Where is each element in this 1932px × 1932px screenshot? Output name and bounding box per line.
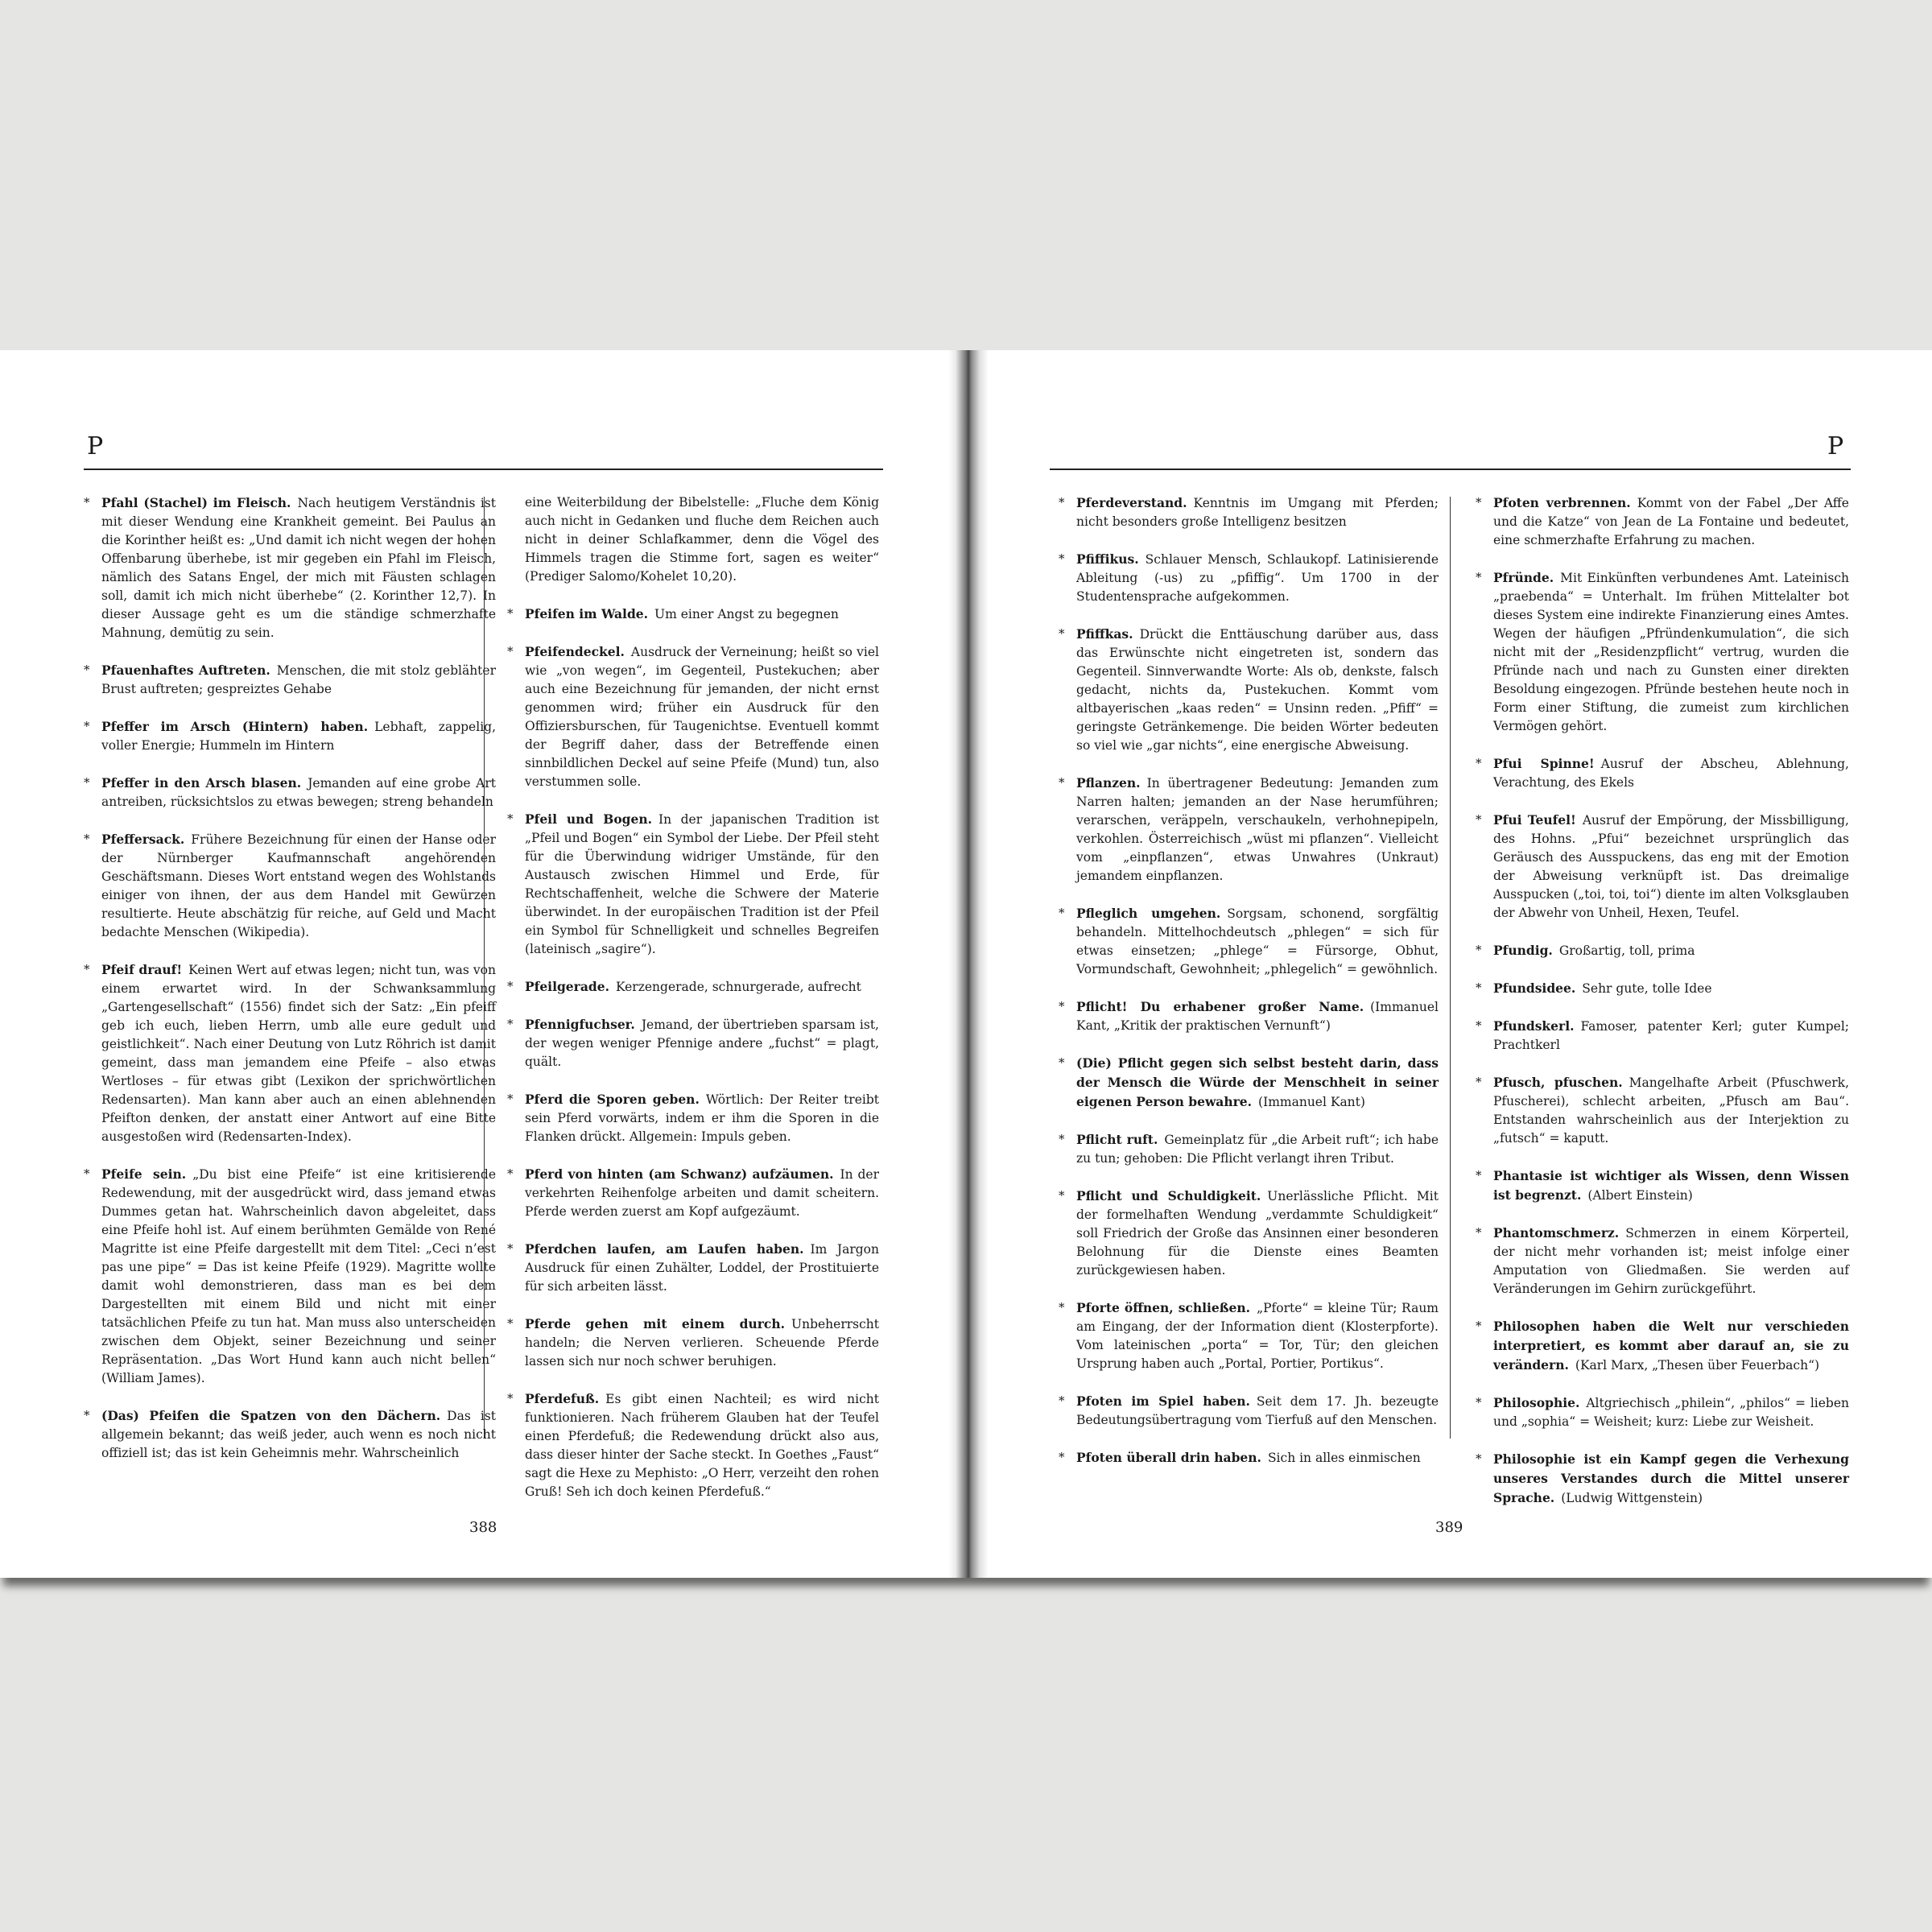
entry-bullet: *	[507, 1166, 514, 1181]
entry-term: (Die) Pflicht gegen sich selbst besteht darin, dass der Mensch die Würde der Menschheit in seiner eigenen Person bewahre.	[1076, 1055, 1439, 1109]
dictionary-entry	[84, 717, 496, 755]
dictionary-entry	[1476, 979, 1849, 998]
entry-term: Pfeffersack.	[101, 832, 185, 847]
entry-term: (Das) Pfeifen die Spatzen von den Dächern.	[101, 1408, 441, 1423]
entry-definition: Kenntnis im Umgang mit Pferden; nicht besonders große Intelligenz besitzen	[1076, 496, 1439, 529]
dictionary-entry	[1059, 774, 1439, 886]
page-number: 389	[1435, 1519, 1463, 1536]
dictionary-entry	[507, 605, 879, 624]
dictionary-entry	[84, 493, 496, 642]
dictionary-entry	[1059, 1187, 1439, 1280]
entry-term: Pfui Spinne!	[1493, 756, 1595, 771]
entry-bullet: *	[1059, 999, 1065, 1013]
entry-definition: Mangelhafte Arbeit (Pfuschwerk, Pfuscherei), schlecht arbeiten, „Pfusch am Bau“. Entstanden wahrscheinlich aus der Interjektion zu „futsch“ = kaputt.	[1493, 1075, 1849, 1146]
entry-term: Philosophie.	[1493, 1395, 1580, 1410]
entry-term: Pfeil und Bogen.	[525, 811, 653, 827]
right-page	[984, 350, 1932, 1578]
entry-bullet: *	[1059, 1055, 1065, 1070]
entry-definition: (Immanuel Kant, „Kritik der praktischen Vernunft“)	[1076, 1000, 1439, 1033]
entry-term: Pfeifendeckel.	[525, 644, 625, 659]
entry-bullet: *	[1476, 980, 1482, 995]
dictionary-entry	[507, 1015, 879, 1071]
column-divider	[484, 497, 485, 1439]
dictionary-entry	[1059, 997, 1439, 1035]
entry-term: Pfründe.	[1493, 570, 1554, 585]
entry-bullet: *	[1059, 775, 1065, 790]
dictionary-entry	[1476, 754, 1849, 792]
entry-term: Pfeffer in den Arsch blasen.	[101, 775, 302, 791]
dictionary-entry	[1476, 1224, 1849, 1298]
entry-bullet: *	[84, 719, 90, 733]
entry-definition: Es gibt einen Nachteil; es wird nicht funktionieren. Nach früherem Glauben hat der Teufel einen Pferdefuß; die Redewendung drückt also aus, dass dieser hinter der Sache steckt. In Goethes „Faust“ sagt die Hexe zu Mephisto: „O Herr, verzeiht den rohen Gruß! Seh ich doch keinen Pferdefuß.“	[525, 1392, 879, 1499]
dictionary-entry	[1059, 493, 1439, 531]
left-page-column-1	[84, 493, 496, 1460]
entry-definition: „Pforte“ = kleine Tür; Raum am Eingang, der der Information dient (Klosterpforte). Vom lateinischen „porta“ = Tor, Tür; den gleichen Ursprung haben auch „Portal, Portier, Portikus“.	[1076, 1301, 1439, 1371]
entry-term: Pferd von hinten (am Schwanz) aufzäumen.	[525, 1166, 834, 1182]
dictionary-entry	[1476, 811, 1849, 923]
entry-bullet: *	[1476, 1319, 1482, 1333]
dictionary-entry	[1059, 904, 1439, 979]
entry-term: Pflicht ruft.	[1076, 1132, 1158, 1147]
entry-term: Pfennigfuchser.	[525, 1017, 635, 1032]
entry-bullet: *	[1059, 626, 1065, 641]
entry-term: Pfeifen im Walde.	[525, 606, 649, 621]
entry-term: Pfundig.	[1493, 943, 1553, 958]
entry-definition: In der japanischen Tradition ist „Pfeil und Bogen“ ein Symbol der Liebe. Der Pfeil steht für die Überwindung widriger Umstände, für den Austausch zwischen Himmel und Erde, für Rechtschaffenheit, welche die Schwere der Materie überwindet. In der europäischen Tradition ist der Pfeil ein Symbol für Schnelligkeit und schnelles Begreifen (lateinisch „sagire“).	[525, 812, 879, 956]
dictionary-entry	[1476, 1317, 1849, 1375]
entry-term: Philosophie ist ein Kampf gegen die Verhexung unseres Verstandes durch die Mittel unserer Sprache.	[1493, 1451, 1849, 1505]
entry-bullet: *	[1059, 1300, 1065, 1315]
entry-definition: Sehr gute, tolle Idee	[1582, 981, 1712, 996]
entry-bullet: *	[507, 1316, 514, 1331]
entry-definition: Unerlässliche Pflicht. Mit der formelhaften Wendung „verdammte Schuldigkeit“ soll Friedrich der Große das Ansinnen einer besonderen Belohnung für die Dienste eines Beamten zurückgewiesen haben.	[1076, 1189, 1439, 1278]
dictionary-entry	[507, 977, 879, 997]
entry-definition: Famoser, patenter Kerl; guter Kumpel; Prachtkerl	[1493, 1019, 1849, 1052]
entry-term: Pferd die Sporen geben.	[525, 1092, 700, 1107]
entry-bullet: *	[1476, 1395, 1482, 1410]
entry-definition: Wörtlich: Der Reiter treibt sein Pferd vorwärts, indem er ihm die Sporen in die Flanken drückt. Allgemein: Impuls geben.	[525, 1092, 879, 1144]
dictionary-entry	[1059, 1392, 1439, 1430]
dictionary-entry	[507, 642, 879, 791]
entry-definition: eine Weiterbildung der Bibelstelle: „Fluche dem König auch nicht in Gedanken und fluche dem Reichen auch nicht in deiner Schlafkammer, denn die Vögel des Himmels tragen die Stimme fort, sagen es weiter“ (Prediger Salomo/Kohelet 10,20).	[525, 495, 879, 584]
entry-term: Pfundsidee.	[1493, 980, 1576, 996]
entry-term: Pferdefuß.	[525, 1391, 600, 1406]
left-page	[0, 350, 948, 1578]
section-letter: P	[87, 432, 104, 460]
entry-definition: Im Jargon Ausdruck für einen Zuhälter, Loddel, der Prostituierte für sich arbeiten lässt.	[525, 1242, 879, 1294]
dictionary-entry	[1059, 1448, 1439, 1468]
entry-bullet: *	[507, 1391, 514, 1406]
header-rule	[84, 469, 883, 470]
entry-bullet: *	[1059, 1132, 1065, 1146]
entry-term: Pferde gehen mit einem durch.	[525, 1316, 786, 1331]
entry-definition: Jemand, der übertrieben sparsam ist, der wegen weniger Pfennige andere „fuchst“ = plagt, quält.	[525, 1018, 879, 1069]
entry-bullet: *	[1476, 756, 1482, 770]
entry-bullet: *	[1059, 551, 1065, 566]
entry-definition: Kerzengerade, schnurgerade, aufrecht	[615, 980, 861, 994]
entry-term: Pfiffikus.	[1076, 551, 1139, 567]
dictionary-entry	[84, 960, 496, 1146]
column-divider	[1450, 497, 1451, 1439]
entry-definition: Sorgsam, schonend, sorgfältig behandeln. Mittelhochdeutsch „phlegen“ = sich für etwas einsetzen; „phlege“ = Fürsorge, Obhut, Vormundschaft, Gewohnheit; „phlegelich“ = gewöhnlich.	[1076, 906, 1439, 976]
page-number: 388	[469, 1519, 497, 1536]
dictionary-entry	[507, 1389, 879, 1501]
entry-bullet: *	[507, 1241, 514, 1256]
entry-term: Phantasie ist wichtiger als Wissen, denn Wissen ist begrenzt.	[1493, 1168, 1849, 1203]
entry-bullet: *	[507, 1017, 514, 1031]
dictionary-entry	[1476, 1393, 1849, 1431]
dictionary-entry	[507, 1240, 879, 1296]
entry-term: Pfahl (Stachel) im Fleisch.	[101, 495, 291, 510]
entry-bullet: *	[84, 495, 90, 510]
entry-term: Pfeilgerade.	[525, 979, 609, 994]
entry-bullet: *	[507, 811, 514, 826]
entry-bullet: *	[1059, 1450, 1065, 1464]
entry-bullet: *	[1476, 495, 1482, 510]
entry-bullet: *	[1059, 1188, 1065, 1203]
dictionary-entry	[507, 1315, 879, 1371]
entry-definition: Mit Einkünften verbundenes Amt. Lateinisch „praebenda“ = Unterhalt. Im frühen Mittelalter bot dieses System eine indirekte Finanzierung eines Amtes. Wegen der häufigen „Pfründenkumulation“, die sich nicht mit der „Residenzpflicht“ vertrug, wurden die Pfründe nach und nach zu Gunsten einer direkten Besoldung eingezogen. Pfründe bestehen heute noch in Form einer Stiftung, die zumeist zum kirchlichen Vermögen gehört.	[1493, 571, 1849, 733]
dictionary-entry	[1059, 1298, 1439, 1373]
entry-bullet: *	[1059, 906, 1065, 920]
entry-definition: Kommt von der Fabel „Der Affe und die Katze“ von Jean de La Fontaine und bedeutet, eine schmerzhafte Erfahrung zu machen.	[1493, 496, 1849, 547]
entry-definition: Seit dem 17. Jh. bezeugte Bedeutungsübertragung vom Tierfuß auf den Menschen.	[1076, 1394, 1439, 1427]
dictionary-entry	[1059, 550, 1439, 606]
entry-definition: (Ludwig Wittgenstein)	[1561, 1491, 1703, 1505]
entry-definition: Schmerzen in einem Körperteil, der nicht mehr vorhanden ist; meist infolge einer Amputation von Gliedmaßen. Sie werden auf Veränderungen im Gehirn zurückgeführt.	[1493, 1226, 1849, 1296]
entry-definition: Altgriechisch „philein“, „philos“ = lieben und „sophia“ = Weisheit; kurz: Liebe zur Weisheit.	[1493, 1396, 1849, 1429]
entry-term: Pfeife sein.	[101, 1166, 187, 1182]
entry-definition: Gemeinplatz für „die Arbeit ruft“; ich habe zu tun; gehoben: Die Pflicht verlangt ihren Tribut.	[1076, 1133, 1439, 1166]
dictionary-entry	[84, 1165, 496, 1388]
entry-bullet: *	[1476, 812, 1482, 827]
entry-term: Pferdchen laufen, am Laufen haben.	[525, 1241, 804, 1257]
right-page-column-1	[1059, 493, 1439, 1465]
dictionary-entry	[1476, 493, 1849, 550]
entry-bullet: *	[507, 1092, 514, 1106]
entry-definition: Um einer Angst zu begegnen	[654, 607, 839, 621]
dictionary-entry	[1476, 941, 1849, 960]
dictionary-entry	[525, 493, 879, 586]
entry-bullet: *	[1476, 1451, 1482, 1466]
entry-bullet: *	[84, 832, 90, 846]
entry-definition: In der verkehrten Reihenfolge arbeiten und damit scheitern. Pferde werden zuerst am Kopf aufgezäumt.	[525, 1167, 879, 1219]
entry-bullet: *	[84, 1408, 90, 1422]
entry-definition: Menschen, die mit stolz geblähter Brust auftreten; gespreiztes Gehabe	[101, 663, 496, 696]
left-page-column-2	[507, 493, 879, 1499]
entry-term: Pfoten überall drin haben.	[1076, 1450, 1261, 1465]
entry-definition: (Immanuel Kant)	[1258, 1095, 1365, 1109]
entry-term: Pfauenhaftes Auftreten.	[101, 663, 270, 678]
entry-term: Pfundskerl.	[1493, 1018, 1575, 1034]
entry-definition: Ausruf der Empörung, der Missbilligung, des Hohns. „Pfui“ bezeichnet ursprünglich das Geräusch des Ausspuckens, das eng mit der Emotion der Abweisung verknüpft ist. Das dreimalige Ausspucken („toi, toi, toi“) diente im alten Volksglauben der Abwehr von Unheil, Hexen, Teufel.	[1493, 813, 1849, 920]
entry-definition: Schlauer Mensch, Schlaukopf. Latinisierende Ableitung (-us) zu „pfiffig“. Um 1700 in der Studentensprache aufgekommen.	[1076, 552, 1439, 604]
entry-definition: (Karl Marx, „Thesen über Feuerbach“)	[1575, 1358, 1820, 1373]
entry-definition: In übertragener Bedeutung: Jemanden zum Narren halten; jemanden an der Nase herumführen; verarschen, veräppeln, verschaukeln, verhohnepipeln, verkohlen. Österreichisch „wüst mi pflanzen“. Vielleicht vom „einpflanzen“, etwas Unwahres (Unkraut) jemandem einpflanzen.	[1076, 776, 1439, 883]
book-spread	[0, 350, 1932, 1578]
entry-definition: „Du bist eine Pfeife“ ist eine kritisierende Redewendung, mit der ausgedrückt wird, dass jemand etwas Dummes getan hat. Wahrscheinlich davon abgeleitet, dass eine Pfeife hohl ist. Auf einem berühmten Gemälde von René Magritte ist eine Pfeife dargestellt mit dem Titel: „Ceci n’est pas une pipe“ = Das ist keine Pfeife (1929). Magritte wollte damit wohl demonstrieren, dass man es bei dem Dargestellten mit einem Bild und nicht mit einer tatsächlichen Pfeife zu tun hat. Man muss also unterscheiden zwischen dem Objekt, seiner Bezeichnung und seiner Repräsentation. „Das Wort Hund kann auch nicht bellen“ (William James).	[101, 1167, 496, 1385]
dictionary-entry	[84, 661, 496, 699]
entry-term: Pfusch, pfuschen.	[1493, 1075, 1623, 1090]
section-letter: P	[1827, 432, 1844, 460]
entry-definition: Jemanden auf eine grobe Art antreiben, rücksichtslos zu etwas bewegen; streng behandeln	[101, 776, 496, 809]
dictionary-entry	[507, 1090, 879, 1146]
entry-definition: Sich in alles einmischen	[1267, 1451, 1421, 1465]
entry-bullet: *	[1059, 495, 1065, 510]
entry-definition: Unbeherrscht handeln; die Nerven verlieren. Scheuende Pferde lassen sich nur noch schwer beruhigen.	[525, 1317, 879, 1368]
entry-term: Pfui Teufel!	[1493, 812, 1576, 828]
dictionary-entry	[507, 1165, 879, 1221]
entry-definition: Keinen Wert auf etwas legen; nicht tun, was von einem erwartet wird. In der Schwanksammlung „Gartengesellschaft“ (1556) findet sich der Satz: „Ein pfeiff geb ich euch, lieben Herrn, umb alle eure gedult und geistlichkeit“. Nach einer Deutung von Lutz Röhrich ist damit gemeint, dass man jemandem eine Pfeife – also etwas Wertloses – für etwas gibt (Lexikon der sprichwörtlichen Redensarten). Man kann aber auch an einen ablehnenden Pfeifton denken, der anstatt einer Antwort auf eine Bitte ausgestoßen wird (Redensarten-Index).	[101, 963, 496, 1144]
dictionary-entry	[1476, 1073, 1849, 1148]
entry-term: Pflanzen.	[1076, 775, 1141, 791]
dictionary-entry	[1059, 1130, 1439, 1168]
dictionary-entry	[1476, 1450, 1849, 1508]
entry-bullet: *	[1476, 1075, 1482, 1089]
dictionary-entry	[1476, 1166, 1849, 1205]
dictionary-entry	[1476, 568, 1849, 736]
book-gutter-shadow	[948, 350, 989, 1578]
entry-term: Pfeif drauf!	[101, 962, 183, 977]
entry-term: Pfoten verbrennen.	[1493, 495, 1631, 510]
entry-definition: Großartig, toll, prima	[1558, 943, 1695, 958]
entry-definition: (Albert Einstein)	[1587, 1188, 1693, 1203]
entry-definition: Frühere Bezeichnung für einen der Hanse oder der Nürnberger Kaufmannschaft angehörenden Geschäftsmann. Dieses Wort entstand wegen des Wohlstands einiger von ihnen, der aus dem Handel mit Gewürzen resultierte. Heute abschätzig für reiche, auf Geld und Macht bedachte Menschen (Wikipedia).	[101, 832, 496, 939]
entry-bullet: *	[1476, 1225, 1482, 1240]
entry-bullet: *	[84, 775, 90, 790]
entry-definition: Das ist allgemein bekannt; das weiß jeder, auch wenn es noch nicht offiziell ist; das ist kein Geheimnis mehr. Wahrscheinlich	[101, 1409, 496, 1460]
entry-term: Pfiffkas.	[1076, 626, 1133, 642]
entry-bullet: *	[1476, 1018, 1482, 1033]
entry-bullet: *	[1476, 1168, 1482, 1183]
entry-term: Pforte öffnen, schließen.	[1076, 1300, 1251, 1315]
dictionary-entry	[1059, 625, 1439, 755]
entry-term: Pfeffer im Arsch (Hintern) haben.	[101, 719, 369, 734]
dictionary-entry	[84, 830, 496, 942]
entry-term: Philosophen haben die Welt nur verschieden interpretiert, es kommt aber darauf an, sie zu verändern.	[1493, 1319, 1849, 1373]
entry-bullet: *	[84, 962, 90, 976]
entry-term: Pflicht und Schuldigkeit.	[1076, 1188, 1261, 1203]
entry-term: Pflicht! Du erhabener großer Name.	[1076, 999, 1364, 1014]
entry-bullet: *	[1476, 570, 1482, 584]
entry-term: Pfoten im Spiel haben.	[1076, 1393, 1250, 1409]
entry-definition: Nach heutigem Verständnis ist mit dieser Wendung eine Krankheit gemeint. Bei Paulus an die Korinther heißt es: „Und damit ich nicht wegen der hohen Offenbarung überhebe, ist mir gegeben ein Pfahl im Fleisch, nämlich des Satans Engel, der mich mit Fäusten schlagen soll, damit ich mich nicht überhebe“ (2. Korinther 12,7). In dieser Aussage geht es um die ständige schmerzhafte Mahnung, demütig zu sein.	[101, 496, 496, 640]
entry-term: Pfleglich umgehen.	[1076, 906, 1221, 921]
entry-definition: Ausruf der Abscheu, Ablehnung, Verachtung, des Ekels	[1493, 757, 1849, 790]
header-rule	[1050, 469, 1851, 470]
dictionary-entry	[84, 774, 496, 811]
dictionary-entry	[84, 1406, 496, 1463]
entry-bullet: *	[507, 606, 514, 621]
dictionary-entry	[1059, 1054, 1439, 1112]
entry-term: Pferdeverstand.	[1076, 495, 1187, 510]
entry-bullet: *	[84, 1166, 90, 1181]
entry-bullet: *	[84, 663, 90, 677]
entry-bullet: *	[507, 644, 514, 658]
entry-definition: Drückt die Enttäuschung darüber aus, dass das Erwünschte nicht eingetreten ist, sondern das Gegenteil. Sinnverwandte Worte: Als ob, denkste, falsch gedacht, nichts da, Pustekuchen. Kommt vom altbayerischen „kaas reden“ = Unsinn reden. „Pfiff“ = geringste Getränkemenge. Die beiden Wörter bedeuten so viel wie „gar nichts“, eine energische Abweisung.	[1076, 627, 1439, 753]
entry-definition: Ausdruck der Verneinung; heißt so viel wie „von wegen“, im Gegenteil, Pustekuchen; aber auch eine Bezeichnung für jemanden, der nicht ernst genommen wird; früher ein Ausdruck für den Offiziersburschen, für Taugenichtse. Eventuell kommt der Begriff daher, dass der Betreffende einen sinnbildlichen Deckel auf seine Pfeife (Mund) tun, also verstummen solle.	[525, 645, 879, 789]
entry-bullet: *	[507, 979, 514, 993]
right-page-column-2	[1476, 493, 1849, 1505]
entry-definition: Lebhaft, zappelig, voller Energie; Hummeln im Hintern	[101, 720, 496, 753]
entry-bullet: *	[1476, 943, 1482, 957]
dictionary-entry	[507, 810, 879, 959]
entry-bullet: *	[1059, 1393, 1065, 1408]
dictionary-entry	[1476, 1017, 1849, 1055]
entry-term: Phantomschmerz.	[1493, 1225, 1620, 1241]
